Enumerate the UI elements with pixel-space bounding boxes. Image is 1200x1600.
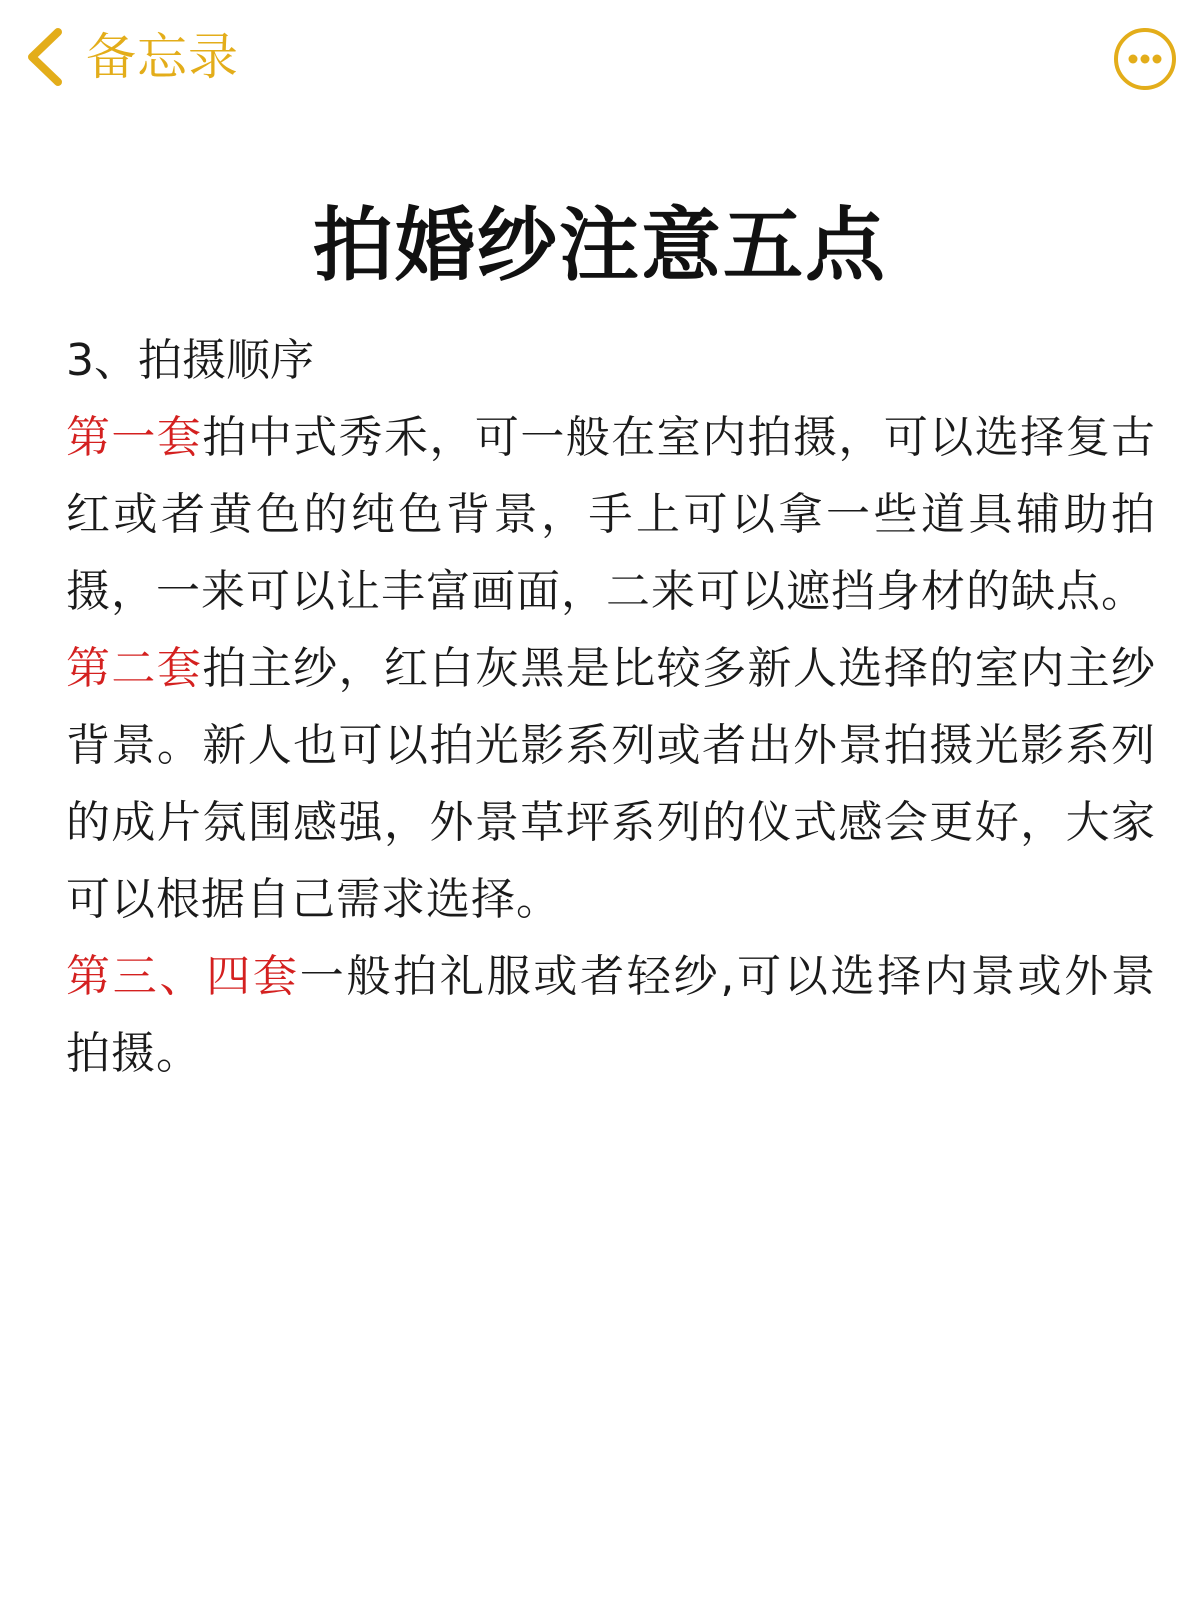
paragraph-text-2: 拍主纱，红白灰黑是比较多新人选择的室内主纱背景。新人也可以拍光影系列或者出外景拍摄光影系列的成片氛围感强，外景草坪系列的仪式感会更好，大家可以根据自己需求选择。 <box>66 643 1157 925</box>
set-label-2: 第二套 <box>66 643 203 694</box>
paragraph-set-1 <box>66 399 1156 630</box>
set-label-3-4: 第三、四套 <box>66 951 300 1002</box>
set-label-1: 第一套 <box>66 412 203 463</box>
section-heading: 3、拍摄顺序 <box>66 335 314 386</box>
note-body <box>66 322 1156 1092</box>
ellipsis-circle-icon <box>1112 26 1178 92</box>
back-label: 备忘录 <box>86 28 239 86</box>
page-title: 拍婚纱注意五点 <box>313 198 887 292</box>
paragraph-set-2 <box>66 630 1156 938</box>
paragraph-set-3-4 <box>66 938 1156 1092</box>
paragraph-text-3-4: 一般拍礼服或者轻纱,可以选择内景或外景拍摄。 <box>66 951 1156 1079</box>
paragraph-text-1: 拍中式秀禾，可一般在室内拍摄，可以选择复古红或者黄色的纯色背景，手上可以拿一些道具辅助拍摄，一来可以让丰富画面，二来可以遮挡身材的缺点。 <box>66 412 1157 617</box>
chevron-left-icon <box>22 26 66 88</box>
back-button[interactable] <box>22 22 239 92</box>
more-button[interactable] <box>1112 26 1178 92</box>
nav-bar <box>0 0 1200 120</box>
